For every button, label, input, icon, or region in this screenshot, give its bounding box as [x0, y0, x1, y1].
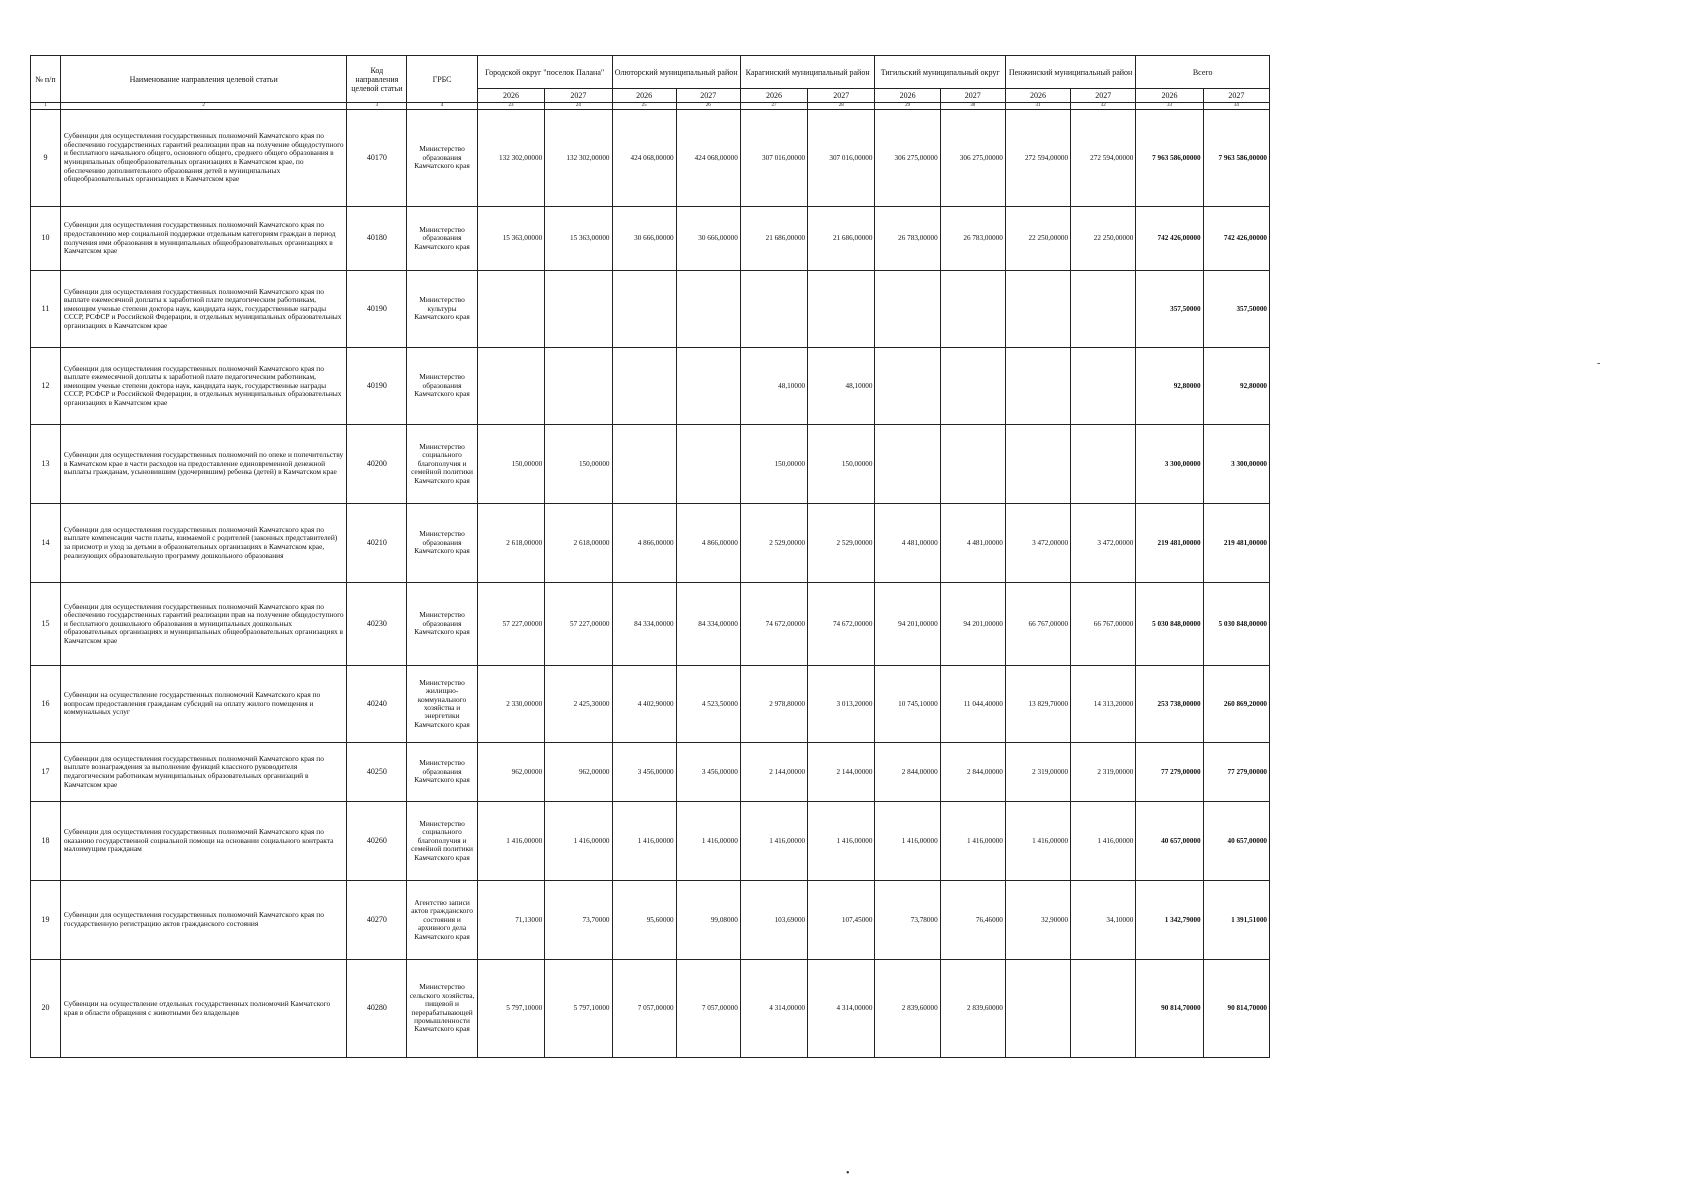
column-index: 28 — [808, 103, 875, 110]
header-name: Наименование направления целевой статьи — [60, 56, 346, 103]
value-cell: 48,10000 — [740, 348, 807, 425]
header-year: 2027 — [676, 89, 740, 103]
total-value-cell: 219 481,00000 — [1136, 504, 1203, 583]
total-value-cell: 5 030 848,00000 — [1136, 583, 1203, 666]
row-name: Субвенции для осуществления государственных полномочий Камчатского края по выплате компенсации части платы, взимаемой с родителей (законных представителей) за присмотр и уход за детьми в образовательных организациях в Камчатском крае, реализующих образовательную программу дошкольного образования — [60, 504, 346, 583]
value-cell: 84 334,00000 — [612, 583, 676, 666]
value-cell: 5 797,10000 — [545, 960, 612, 1058]
value-cell: 3 456,00000 — [676, 743, 740, 802]
value-cell: 1 416,00000 — [875, 802, 940, 881]
value-cell: 2 144,00000 — [808, 743, 875, 802]
value-cell: 2 844,00000 — [875, 743, 940, 802]
row-grbs: Министерство образования Камчатского края — [407, 110, 478, 207]
column-index: 26 — [676, 103, 740, 110]
value-cell: 962,00000 — [477, 743, 544, 802]
column-index-row — [31, 103, 1270, 110]
row-code: 40260 — [347, 802, 407, 881]
value-cell: 272 594,00000 — [1071, 110, 1136, 207]
value-cell: 26 783,00000 — [940, 207, 1005, 271]
value-cell: 2 839,60000 — [875, 960, 940, 1058]
row-code: 40190 — [347, 271, 407, 348]
value-cell: 272 594,00000 — [1005, 110, 1070, 207]
column-index: 27 — [740, 103, 807, 110]
row-name: Субвенции для осуществления государственных полномочий Камчатского края по обеспечению государственных гарантий реализации прав на получение общедоступного и бесплатного дошкольного образования в муниципальных дошкольных образовательных организациях и муниципальных общеобразовательных организациях в Камчатском крае — [60, 583, 346, 666]
value-cell: 95,60000 — [612, 881, 676, 960]
header-year: 2026 — [612, 89, 676, 103]
value-cell: 962,00000 — [545, 743, 612, 802]
value-cell: 2 529,00000 — [808, 504, 875, 583]
row-number: 14 — [31, 504, 61, 583]
row-code: 40170 — [347, 110, 407, 207]
row-code: 40230 — [347, 583, 407, 666]
column-index: 4 — [407, 103, 478, 110]
column-index: 32 — [1071, 103, 1136, 110]
value-cell — [740, 271, 807, 348]
value-cell: 2 844,00000 — [940, 743, 1005, 802]
row-number: 10 — [31, 207, 61, 271]
header-year: 2026 — [1136, 89, 1203, 103]
row-grbs: Агентство записи актов гражданского состояния и архивного дела Камчатского края — [407, 881, 478, 960]
table-row — [31, 504, 1270, 583]
header-year: 2027 — [940, 89, 1005, 103]
budget-table-sheet — [30, 55, 1270, 1058]
value-cell — [1005, 960, 1070, 1058]
header-grbs: ГРБС — [407, 56, 478, 103]
row-grbs: Министерство сельского хозяйства, пищевой и перерабатывающей промышленности Камчатского края — [407, 960, 478, 1058]
value-cell: 2 618,00000 — [545, 504, 612, 583]
row-code: 40180 — [347, 207, 407, 271]
table-row — [31, 583, 1270, 666]
total-value-cell: 5 030 848,00000 — [1203, 583, 1269, 666]
total-value-cell: 92,80000 — [1203, 348, 1269, 425]
column-index: 1 — [31, 103, 61, 110]
value-cell: 4 481,00000 — [940, 504, 1005, 583]
value-cell: 32,90000 — [1005, 881, 1070, 960]
value-cell: 71,13000 — [477, 881, 544, 960]
table-row — [31, 425, 1270, 504]
value-cell: 2 839,60000 — [940, 960, 1005, 1058]
value-cell: 57 227,00000 — [477, 583, 544, 666]
value-cell: 3 456,00000 — [612, 743, 676, 802]
row-grbs: Министерство образования Камчатского края — [407, 743, 478, 802]
value-cell: 2 330,00000 — [477, 666, 544, 743]
value-cell — [1005, 271, 1070, 348]
value-cell: 22 250,00000 — [1005, 207, 1070, 271]
budget-table — [30, 55, 1270, 1058]
row-number: 12 — [31, 348, 61, 425]
value-cell: 94 201,00000 — [940, 583, 1005, 666]
table-row — [31, 743, 1270, 802]
value-cell: 66 767,00000 — [1071, 583, 1136, 666]
row-code: 40250 — [347, 743, 407, 802]
row-number: 11 — [31, 271, 61, 348]
row-grbs: Министерство социального благополучия и семейной политики Камчатского края — [407, 802, 478, 881]
value-cell: 1 416,00000 — [740, 802, 807, 881]
value-cell: 1 416,00000 — [477, 802, 544, 881]
row-number: 20 — [31, 960, 61, 1058]
row-code: 40240 — [347, 666, 407, 743]
total-value-cell: 260 869,20000 — [1203, 666, 1269, 743]
row-name: Субвенции для осуществления государственных полномочий Камчатского края по предоставлению мер социальной поддержки отдельным категориям граждан в период получения ими образования в муниципальных общеобразовательных организациях в Камчатском крае — [60, 207, 346, 271]
value-cell: 4 481,00000 — [875, 504, 940, 583]
value-cell: 2 425,30000 — [545, 666, 612, 743]
value-cell — [875, 425, 940, 504]
value-cell: 4 866,00000 — [612, 504, 676, 583]
row-code: 40190 — [347, 348, 407, 425]
value-cell: 66 767,00000 — [1005, 583, 1070, 666]
row-number: 19 — [31, 881, 61, 960]
value-cell: 3 472,00000 — [1005, 504, 1070, 583]
row-grbs: Министерство образования Камчатского края — [407, 583, 478, 666]
value-cell: 13 829,70000 — [1005, 666, 1070, 743]
value-cell — [676, 425, 740, 504]
value-cell — [875, 271, 940, 348]
row-name: Субвенции для осуществления государственных полномочий Камчатского края по выплате ежемесячной доплаты к заработной плате педагогическим работникам, имеющим ученые степени доктора наук, кандидата наук, государственные награды СССР, РСФСР и Российской Федерации, в отдельных муниципальных образовательных организациях в Камчатском крае — [60, 271, 346, 348]
row-name: Субвенции для осуществления государственных полномочий Камчатского края по оказанию государственной социальной помощи на основании социального контракта малоимущим гражданам — [60, 802, 346, 881]
total-value-cell: 3 300,00000 — [1203, 425, 1269, 504]
value-cell — [1005, 348, 1070, 425]
table-row — [31, 110, 1270, 207]
value-cell: 73,70000 — [545, 881, 612, 960]
value-cell: 4 402,90000 — [612, 666, 676, 743]
total-value-cell: 40 657,00000 — [1136, 802, 1203, 881]
value-cell: 99,08000 — [676, 881, 740, 960]
row-number: 18 — [31, 802, 61, 881]
row-code: 40280 — [347, 960, 407, 1058]
value-cell: 76,46000 — [940, 881, 1005, 960]
header-year: 2027 — [808, 89, 875, 103]
column-index: 29 — [875, 103, 940, 110]
value-cell: 150,00000 — [808, 425, 875, 504]
value-cell: 132 302,00000 — [545, 110, 612, 207]
header-num: № п/п — [31, 56, 61, 103]
value-cell: 5 797,10000 — [477, 960, 544, 1058]
header-group-total: Всего — [1136, 56, 1270, 89]
total-value-cell: 7 963 586,00000 — [1203, 110, 1269, 207]
row-grbs: Министерство культуры Камчатского края — [407, 271, 478, 348]
value-cell: 306 275,00000 — [875, 110, 940, 207]
column-index: 25 — [612, 103, 676, 110]
header-group: Олюторский муниципальный район — [612, 56, 740, 89]
row-code: 40270 — [347, 881, 407, 960]
row-grbs: Министерство образования Камчатского края — [407, 504, 478, 583]
value-cell — [612, 271, 676, 348]
table-row — [31, 881, 1270, 960]
table-row — [31, 666, 1270, 743]
value-cell: 2 319,00000 — [1071, 743, 1136, 802]
column-index: 31 — [1005, 103, 1070, 110]
value-cell: 73,78000 — [875, 881, 940, 960]
value-cell: 150,00000 — [545, 425, 612, 504]
value-cell: 2 529,00000 — [740, 504, 807, 583]
value-cell — [940, 271, 1005, 348]
value-cell: 48,10000 — [808, 348, 875, 425]
total-value-cell: 77 279,00000 — [1136, 743, 1203, 802]
header-group: Тигильский муниципальный округ — [875, 56, 1005, 89]
row-number: 17 — [31, 743, 61, 802]
value-cell — [808, 271, 875, 348]
header-year: 2027 — [1203, 89, 1269, 103]
total-value-cell: 90 814,70000 — [1203, 960, 1269, 1058]
value-cell: 2 978,80000 — [740, 666, 807, 743]
value-cell — [477, 348, 544, 425]
row-number: 13 — [31, 425, 61, 504]
total-value-cell: 253 738,00000 — [1136, 666, 1203, 743]
table-row — [31, 271, 1270, 348]
total-value-cell: 7 963 586,00000 — [1136, 110, 1203, 207]
value-cell — [1071, 425, 1136, 504]
table-header — [31, 56, 1270, 110]
row-number: 16 — [31, 666, 61, 743]
page-mark: • — [846, 1168, 850, 1179]
row-name: Субвенции на осуществление отдельных государственных полномочий Камчатского края в области обращения с животными без владельцев — [60, 960, 346, 1058]
column-index: 2 — [60, 103, 346, 110]
value-cell: 21 686,00000 — [740, 207, 807, 271]
value-cell: 30 666,00000 — [676, 207, 740, 271]
column-index: 34 — [1203, 103, 1269, 110]
value-cell: 132 302,00000 — [477, 110, 544, 207]
value-cell: 307 016,00000 — [808, 110, 875, 207]
value-cell — [1005, 425, 1070, 504]
value-cell: 34,10000 — [1071, 881, 1136, 960]
header-group: Пенжинский муниципальный район — [1005, 56, 1135, 89]
column-index: 33 — [1136, 103, 1203, 110]
row-name: Субвенции для осуществления государственных полномочий Камчатского края по выплате ежемесячной доплаты к заработной плате педагогическим работникам, имеющим ученые степени доктора наук, кандидата наук, государственные награды СССР, РСФСР и Российской Федерации, в отдельных муниципальных образовательных организациях в Камчатском крае — [60, 348, 346, 425]
value-cell: 10 745,10000 — [875, 666, 940, 743]
value-cell: 1 416,00000 — [1071, 802, 1136, 881]
value-cell — [676, 348, 740, 425]
row-number: 9 — [31, 110, 61, 207]
value-cell: 1 416,00000 — [676, 802, 740, 881]
value-cell — [545, 348, 612, 425]
value-cell: 74 672,00000 — [808, 583, 875, 666]
row-grbs: Министерство образования Камчатского края — [407, 207, 478, 271]
table-row — [31, 348, 1270, 425]
value-cell — [1071, 960, 1136, 1058]
row-name: Субвенции на осуществление государственных полномочий Камчатского края по вопросам предоставления гражданам субсидий на оплату жилого помещения и коммунальных услуг — [60, 666, 346, 743]
value-cell: 107,45000 — [808, 881, 875, 960]
total-value-cell: 77 279,00000 — [1203, 743, 1269, 802]
value-cell: 1 416,00000 — [1005, 802, 1070, 881]
total-value-cell: 219 481,00000 — [1203, 504, 1269, 583]
value-cell: 150,00000 — [477, 425, 544, 504]
value-cell: 74 672,00000 — [740, 583, 807, 666]
row-grbs: Министерство социального благополучия и семейной политики Камчатского края — [407, 425, 478, 504]
value-cell: 21 686,00000 — [808, 207, 875, 271]
column-index: 23 — [477, 103, 544, 110]
total-value-cell: 742 426,00000 — [1136, 207, 1203, 271]
value-cell: 150,00000 — [740, 425, 807, 504]
value-cell: 424 068,00000 — [612, 110, 676, 207]
header-year: 2026 — [740, 89, 807, 103]
row-grbs: Министерство жилищно-коммунального хозяйства и энергетики Камчатского края — [407, 666, 478, 743]
value-cell: 7 057,00000 — [612, 960, 676, 1058]
value-cell — [477, 271, 544, 348]
column-index: 3 — [347, 103, 407, 110]
value-cell — [940, 425, 1005, 504]
total-value-cell: 1 391,51000 — [1203, 881, 1269, 960]
value-cell: 1 416,00000 — [808, 802, 875, 881]
scan-mark: - — [1597, 358, 1601, 369]
value-cell — [875, 348, 940, 425]
value-cell: 306 275,00000 — [940, 110, 1005, 207]
row-number: 15 — [31, 583, 61, 666]
row-grbs: Министерство образования Камчатского края — [407, 348, 478, 425]
total-value-cell: 357,50000 — [1203, 271, 1269, 348]
value-cell — [612, 348, 676, 425]
value-cell: 15 363,00000 — [545, 207, 612, 271]
value-cell: 57 227,00000 — [545, 583, 612, 666]
total-value-cell: 357,50000 — [1136, 271, 1203, 348]
value-cell: 1 416,00000 — [940, 802, 1005, 881]
table-row — [31, 960, 1270, 1058]
row-name: Субвенции для осуществления государственных полномочий Камчатского края по обеспечению государственных гарантий реализации прав на получение общедоступного и бесплатного начального общего, основного общего, среднего общего образования в муниципальных общеобразовательных организациях в Камчатском крае, по обеспечению дополнительного образования детей в муниципальных общеобразовательных организациях в Камчатском крае — [60, 110, 346, 207]
total-value-cell: 40 657,00000 — [1203, 802, 1269, 881]
total-value-cell: 90 814,70000 — [1136, 960, 1203, 1058]
value-cell: 4 314,00000 — [740, 960, 807, 1058]
total-value-cell: 3 300,00000 — [1136, 425, 1203, 504]
row-name: Субвенции для осуществления государственных полномочий по опеке и попечительству в Камчатском крае в части расходов на предоставление единовременной денежной выплаты гражданам, усыновившим (удочерившим) ребенка (детей) в Камчатском крае — [60, 425, 346, 504]
header-year: 2026 — [477, 89, 544, 103]
total-value-cell: 742 426,00000 — [1203, 207, 1269, 271]
value-cell: 1 416,00000 — [612, 802, 676, 881]
header-year: 2026 — [1005, 89, 1070, 103]
table-row — [31, 207, 1270, 271]
value-cell: 15 363,00000 — [477, 207, 544, 271]
value-cell: 22 250,00000 — [1071, 207, 1136, 271]
value-cell: 94 201,00000 — [875, 583, 940, 666]
value-cell: 2 319,00000 — [1005, 743, 1070, 802]
column-index: 30 — [940, 103, 1005, 110]
value-cell — [676, 271, 740, 348]
value-cell: 7 057,00000 — [676, 960, 740, 1058]
header-group: Карагинский муниципальный район — [740, 56, 875, 89]
value-cell: 2 618,00000 — [477, 504, 544, 583]
row-code: 40200 — [347, 425, 407, 504]
value-cell: 14 313,20000 — [1071, 666, 1136, 743]
header-year: 2027 — [1071, 89, 1136, 103]
value-cell — [1071, 271, 1136, 348]
value-cell: 84 334,00000 — [676, 583, 740, 666]
table-body — [31, 110, 1270, 1058]
total-value-cell: 92,80000 — [1136, 348, 1203, 425]
value-cell: 4 866,00000 — [676, 504, 740, 583]
value-cell: 26 783,00000 — [875, 207, 940, 271]
value-cell — [612, 425, 676, 504]
value-cell: 1 416,00000 — [545, 802, 612, 881]
row-code: 40210 — [347, 504, 407, 583]
value-cell: 4 523,50000 — [676, 666, 740, 743]
total-value-cell: 1 342,79000 — [1136, 881, 1203, 960]
value-cell: 30 666,00000 — [612, 207, 676, 271]
value-cell: 3 472,00000 — [1071, 504, 1136, 583]
value-cell: 3 013,20000 — [808, 666, 875, 743]
header-code: Код направления целевой статьи — [347, 56, 407, 103]
value-cell: 424 068,00000 — [676, 110, 740, 207]
header-year: 2026 — [875, 89, 940, 103]
row-name: Субвенции для осуществления государственных полномочий Камчатского края по выплате вознаграждения за выполнение функций классного руководителя педагогическим работникам муниципальных образовательных организаций в Камчатском крае — [60, 743, 346, 802]
value-cell: 11 044,40000 — [940, 666, 1005, 743]
value-cell: 307 016,00000 — [740, 110, 807, 207]
column-index: 24 — [545, 103, 612, 110]
row-name: Субвенции для осуществления государственных полномочий Камчатского края по государственную регистрацию актов гражданского состояния — [60, 881, 346, 960]
value-cell — [940, 348, 1005, 425]
header-group: Городской округ "поселок Палана" — [477, 56, 612, 89]
header-year: 2027 — [545, 89, 612, 103]
value-cell — [545, 271, 612, 348]
value-cell: 2 144,00000 — [740, 743, 807, 802]
value-cell — [1071, 348, 1136, 425]
value-cell: 4 314,00000 — [808, 960, 875, 1058]
table-row — [31, 802, 1270, 881]
value-cell: 103,69000 — [740, 881, 807, 960]
